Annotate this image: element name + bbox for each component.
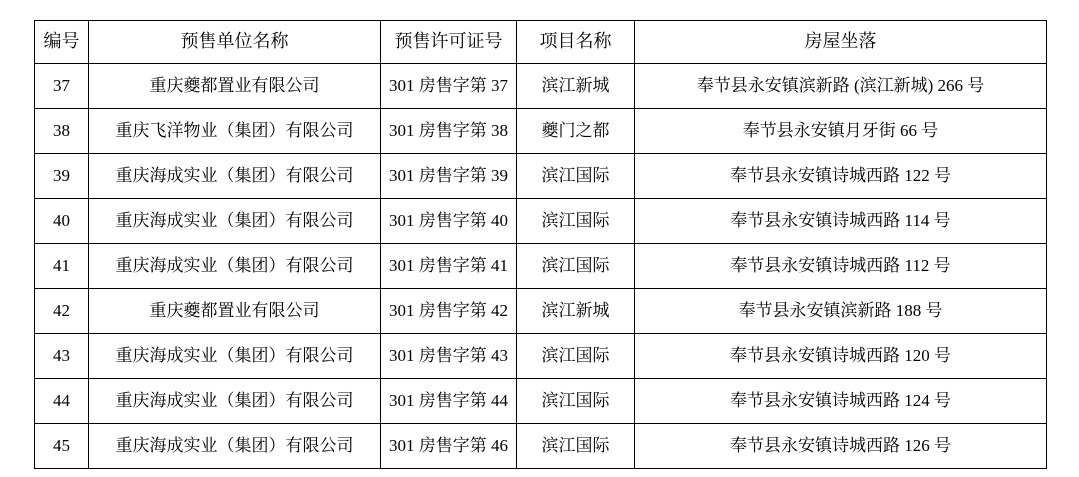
cell-no: 41 <box>35 244 89 289</box>
cell-permit: 301 房售字第 39 <box>381 154 517 199</box>
cell-unit: 重庆海成实业（集团）有限公司 <box>89 244 381 289</box>
cell-no: 39 <box>35 154 89 199</box>
cell-permit: 301 房售字第 40 <box>381 199 517 244</box>
table-row <box>35 64 1047 109</box>
table-row <box>35 199 1047 244</box>
cell-address: 奉节县永安镇诗城西路 112 号 <box>635 244 1047 289</box>
cell-unit: 重庆海成实业（集团）有限公司 <box>89 379 381 424</box>
cell-no: 45 <box>35 424 89 469</box>
document-sheet <box>34 20 1046 469</box>
cell-project: 夔门之都 <box>517 109 635 154</box>
cell-address: 奉节县永安镇诗城西路 122 号 <box>635 154 1047 199</box>
cell-address: 奉节县永安镇诗城西路 124 号 <box>635 379 1047 424</box>
cell-permit: 301 房售字第 37 <box>381 64 517 109</box>
table-header-row <box>35 21 1047 64</box>
cell-permit: 301 房售字第 41 <box>381 244 517 289</box>
table-row <box>35 379 1047 424</box>
cell-address: 奉节县永安镇月牙街 66 号 <box>635 109 1047 154</box>
cell-project: 滨江国际 <box>517 379 635 424</box>
column-header-address: 房屋坐落 <box>635 21 1047 64</box>
cell-no: 40 <box>35 199 89 244</box>
cell-project: 滨江新城 <box>517 289 635 334</box>
cell-no: 38 <box>35 109 89 154</box>
cell-unit: 重庆夔都置业有限公司 <box>89 289 381 334</box>
table-row <box>35 154 1047 199</box>
cell-project: 滨江国际 <box>517 244 635 289</box>
column-header-permit: 预售许可证号 <box>381 21 517 64</box>
cell-project: 滨江国际 <box>517 424 635 469</box>
cell-project: 滨江国际 <box>517 334 635 379</box>
cell-no: 44 <box>35 379 89 424</box>
table-row <box>35 289 1047 334</box>
cell-unit: 重庆海成实业（集团）有限公司 <box>89 199 381 244</box>
cell-permit: 301 房售字第 38 <box>381 109 517 154</box>
cell-permit: 301 房售字第 42 <box>381 289 517 334</box>
cell-address: 奉节县永安镇诗城西路 120 号 <box>635 334 1047 379</box>
table-row <box>35 109 1047 154</box>
presale-permit-table <box>34 20 1047 469</box>
table-row <box>35 334 1047 379</box>
cell-address: 奉节县永安镇滨新路 188 号 <box>635 289 1047 334</box>
cell-project: 滨江国际 <box>517 199 635 244</box>
cell-unit: 重庆海成实业（集团）有限公司 <box>89 334 381 379</box>
column-header-unit: 预售单位名称 <box>89 21 381 64</box>
cell-unit: 重庆夔都置业有限公司 <box>89 64 381 109</box>
table-row <box>35 424 1047 469</box>
cell-no: 42 <box>35 289 89 334</box>
cell-unit: 重庆海成实业（集团）有限公司 <box>89 154 381 199</box>
cell-permit: 301 房售字第 43 <box>381 334 517 379</box>
cell-project: 滨江国际 <box>517 154 635 199</box>
cell-project: 滨江新城 <box>517 64 635 109</box>
cell-address: 奉节县永安镇诗城西路 126 号 <box>635 424 1047 469</box>
cell-permit: 301 房售字第 44 <box>381 379 517 424</box>
cell-no: 37 <box>35 64 89 109</box>
column-header-project: 项目名称 <box>517 21 635 64</box>
column-header-no: 编号 <box>35 21 89 64</box>
cell-unit: 重庆海成实业（集团）有限公司 <box>89 424 381 469</box>
cell-permit: 301 房售字第 46 <box>381 424 517 469</box>
cell-unit: 重庆飞洋物业（集团）有限公司 <box>89 109 381 154</box>
cell-address: 奉节县永安镇滨新路 (滨江新城) 266 号 <box>635 64 1047 109</box>
cell-address: 奉节县永安镇诗城西路 114 号 <box>635 199 1047 244</box>
cell-no: 43 <box>35 334 89 379</box>
table-row <box>35 244 1047 289</box>
